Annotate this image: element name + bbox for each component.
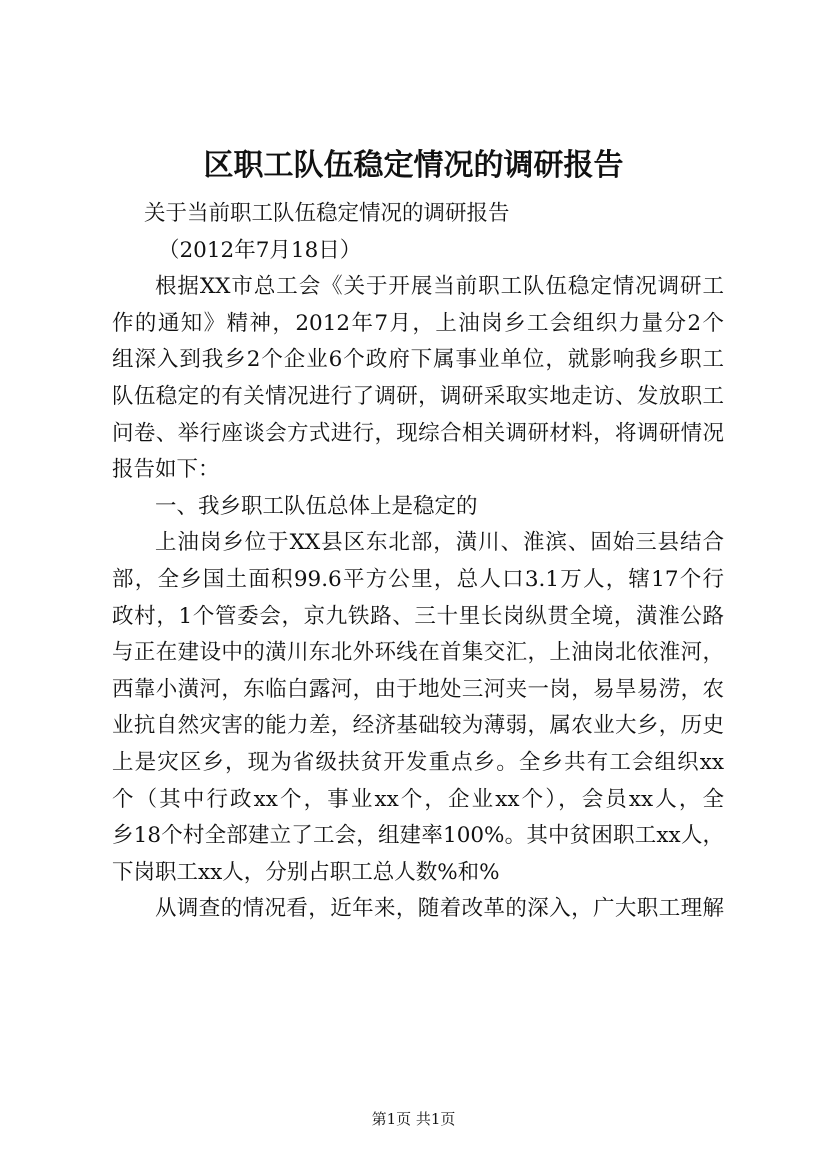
subtitle-line: 关于当前职工队伍稳定情况的调研报告: [144, 201, 510, 226]
paragraph-line: 报告如下：: [112, 457, 220, 483]
paragraph-line: 下岗职工xx人，分别占职工总人数%和%: [112, 859, 500, 885]
paragraph-line: 组深入到我乡2个企业6个政府下属事业单位，就影响我乡职工: [112, 347, 724, 373]
paragraph-line: 部，全乡国土面积99.6平方公里，总人口3.1万人，辖17个行: [112, 566, 724, 592]
page-footer: 第1页 共1页: [371, 1110, 456, 1128]
date-line: （2012年7月18日）: [158, 237, 362, 263]
paragraph-line: 上油岗乡位于XX县区东北部，潢川、淮滨、固始三县结合: [155, 530, 724, 556]
paragraph-line: 西靠小潢河，东临白露河，由于地处三河夹一岗，易旱易涝，农: [112, 676, 724, 702]
section-heading: 一、我乡职工队伍总体上是稳定的: [155, 493, 478, 519]
paragraph-line: 从调查的情况看，近年来，随着改革的深入，广大职工理解: [155, 896, 724, 922]
paragraph-line: 上是灾区乡，现为省级扶贫开发重点乡。全乡共有工会组织xx: [112, 749, 724, 775]
paragraph-line: 与正在建设中的潢川东北外环线在首集交汇，上油岗北依淮河，: [112, 640, 724, 666]
paragraph-line: 政村，1个管委会，京九铁路、三十里长岗纵贯全境，潢淮公路: [112, 603, 724, 629]
paragraph-line: 个（其中行政xx个，事业xx个，企业xx个），会员xx人，全: [112, 786, 724, 812]
document-title: 区职工队伍稳定情况的调研报告: [203, 148, 624, 183]
paragraph-line: 乡18个村全部建立了工会，组建率100%。其中贫困职工xx人，: [112, 823, 724, 849]
document-body: [112, 196, 724, 928]
paragraph-line: 队伍稳定的有关情况进行了调研，调研采取实地走访、发放职工: [112, 383, 724, 409]
paragraph-line: 根据XX市总工会《关于开展当前职工队伍稳定情况调研工: [155, 274, 724, 300]
paragraph-line: 作的通知》精神，2012年7月，上油岗乡工会组织力量分2个: [112, 310, 724, 336]
paragraph-line: 业抗自然灾害的能力差，经济基础较为薄弱，属农业大乡，历史: [112, 713, 724, 739]
paragraph-line: 问卷、举行座谈会方式进行，现综合相关调研材料，将调研情况: [112, 420, 724, 446]
